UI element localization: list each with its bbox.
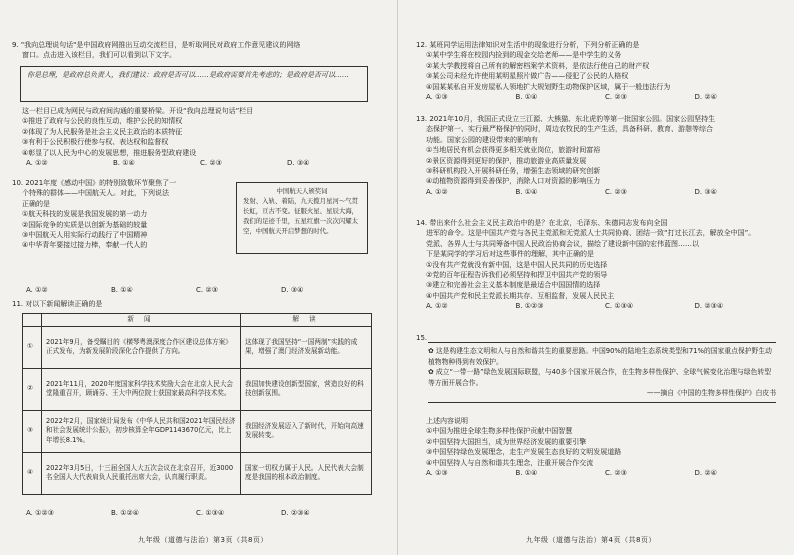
question-10 bbox=[12, 178, 232, 251]
table-row bbox=[23, 368, 372, 410]
q14-options bbox=[426, 301, 784, 311]
q14-line-2: 进军的命令。这是中国共产党与各民主党派和无党派人士共同协商、团结一致“打过长江去，解放全中国”。 bbox=[426, 229, 756, 238]
q11-option-c[interactable]: C. ①③④ bbox=[196, 509, 225, 517]
q13-option-c[interactable]: C. ②③ bbox=[605, 187, 627, 196]
q14-line-4: 下是某同学的学习后对这些事件的理解，其中正确的是 bbox=[426, 250, 594, 259]
table-header-row bbox=[23, 314, 372, 327]
q10-stem-line-1: 10. 2021年度《感动中国》的特别致敬环节聚焦了一 bbox=[12, 179, 177, 187]
row-reading: 这体现了我国坚持“一国两制”实践的成果，增强了澳门经济发展新动能。 bbox=[241, 326, 372, 368]
q9-option-d[interactable]: D. ③④ bbox=[287, 159, 310, 168]
page-3-footer: 九年级（道德与法治）第3页（共8页） bbox=[138, 536, 268, 544]
q10-item-4: ④中华青年要接过接力棒，奉献一代人的 bbox=[22, 241, 148, 250]
q12-item-2: ②某大学教授将自己所有的解密档案学术资料，是依法行使自己的财产权 bbox=[426, 61, 650, 70]
row-number: ③ bbox=[23, 410, 42, 452]
q12-stem: 12. 某班同学运用法律知识对生活中的现象进行分析，下列分析正确的是 bbox=[416, 41, 640, 49]
q10-item-1: ①航天科技的发展是我国发展的第一动力 bbox=[22, 210, 148, 219]
q10-stem-line-3: 正确的是 bbox=[22, 199, 50, 208]
q10-stem-line-2: 个特殊的群体——中国航天人。对此，下列说法 bbox=[22, 189, 169, 198]
q10-option-d[interactable]: D. ③④ bbox=[281, 286, 304, 294]
row-reading: 国家一切权力属于人民。人民代表大会制度是我国的根本政治制度。 bbox=[241, 452, 372, 494]
q11-option-d[interactable]: D. ②③④ bbox=[281, 509, 310, 517]
q15-options bbox=[426, 468, 784, 478]
q9-option-b[interactable]: B. ①④ bbox=[113, 159, 135, 168]
q11-option-b[interactable]: B. ①②④ bbox=[111, 509, 140, 517]
q14-option-b[interactable]: B. ①②③ bbox=[515, 302, 544, 311]
q15-body bbox=[426, 416, 784, 478]
q15-quote-1: ✿ 这是构建生态文明和人与自然和谐共生的重要思路。中国90%的陆地生态系统类型和71%的国家重点保护野生动植物物种得到有效保护。 bbox=[428, 347, 772, 366]
table-row bbox=[23, 452, 372, 494]
q13-line-2: 态保护第一、实行最严格保护的同时，周边农牧民的生产生活，具备科研、教育、游憩等综合 bbox=[426, 125, 713, 134]
row-news: 2021年9月，备受瞩目的《横琴粤澳深度合作区建设总体方案》正式发布，为新发展阶段深化合作提供了方向。 bbox=[42, 326, 241, 368]
q11-news-table bbox=[22, 313, 372, 495]
q9-intro: 这一栏目已成为网民与政府间沟通的重要桥梁。开设“我向总理说句话”栏目 bbox=[22, 107, 254, 115]
q14-item-1: ①没有共产党就没有新中国，这是中国人民共同的历史选择 bbox=[426, 260, 608, 269]
q15-option-d[interactable]: D. ②④ bbox=[694, 469, 717, 478]
q9-stem-line-1: 9. "我向总理说句话"是中国政府网推出互动交流栏目，是听取网民对政府工作意见建议的网络 bbox=[12, 41, 301, 49]
row-reading: 我国加快建设创新型国家，营造良好的科技创新氛围。 bbox=[241, 368, 372, 410]
q13-option-d[interactable]: D. ③④ bbox=[694, 187, 717, 196]
q15-option-a[interactable]: A. ①③ bbox=[426, 469, 448, 478]
q15-item-3: ③中国坚持绿色发展理念，走生产发展生态良好的文明发展道路 bbox=[426, 448, 622, 457]
q13-item-1: ①当地居民有机会获得更多相关就业岗位，旅游时间富裕 bbox=[426, 146, 601, 155]
q9-item-2: ②体现了为人民服务是社会主义民主政治的本质特征 bbox=[22, 127, 183, 136]
table-row bbox=[23, 410, 372, 452]
q15-option-c[interactable]: C. ②③ bbox=[605, 469, 627, 478]
table-row bbox=[23, 326, 372, 368]
q11-option-a[interactable]: A. ①②③ bbox=[26, 509, 54, 517]
row-news: 2021年11月，2020年度国家科学技术奖励大会在北京人民大会堂隆重召开，顾诵芬、王大中两位院士获国家最高科学技术奖。 bbox=[42, 368, 241, 410]
q10-item-2: ②国际竞争的实质是以创新为基础的较量 bbox=[22, 220, 148, 229]
q15-intro: 上述内容说明 bbox=[426, 417, 468, 425]
q9-item-3: ③有利于公民积极行使参与权、表达权和监督权 bbox=[22, 138, 169, 147]
q10-award-title: 中国航天人颁奖词 bbox=[276, 187, 328, 195]
q13-option-b[interactable]: B. ①④ bbox=[515, 187, 538, 196]
q14-item-2: ②党的百年征程告诉我们必须坚持和捍卫中国共产党的领导 bbox=[426, 271, 608, 280]
q12-options bbox=[426, 92, 784, 102]
q15-source: ——摘自《中国的生物多样性保护》白皮书 bbox=[646, 389, 776, 398]
question-12 bbox=[416, 40, 784, 102]
q14-option-d[interactable]: D. ②③④ bbox=[694, 302, 724, 311]
q9-item-1: ①推进了政府与公民的良性互动，维护公民的知情权 bbox=[22, 117, 183, 126]
q15-item-4: ④中国坚持人与自然和谐共生理念，注重开展合作交流 bbox=[426, 458, 594, 467]
q11-stem: 11. 对以下新闻解读正确的是 bbox=[12, 300, 103, 308]
q10-options bbox=[26, 285, 366, 295]
q12-option-d[interactable]: D. ②④ bbox=[694, 93, 717, 102]
q9-option-a[interactable]: A. ①② bbox=[26, 159, 48, 168]
q14-option-a[interactable]: A. ①② bbox=[426, 302, 448, 311]
q13-item-3: ③科研机构投入开展科研任务，增强生态领域的研究创新 bbox=[426, 167, 601, 176]
q15-quote-2: ✿ 成立“一带一路”绿色发展国际联盟，与40多个国家开展合作，在生物多样性保护、全球气候变化治理与绿色转型等方面开展合作。 bbox=[428, 368, 771, 387]
q10-option-c[interactable]: C. ②③ bbox=[196, 286, 218, 294]
q12-item-4: ④国某某私自开发房屋私人领地扩大规划野生动物保护区域，属于一般违法行为 bbox=[426, 82, 671, 91]
q9-body bbox=[22, 106, 374, 168]
q13-option-a[interactable]: A. ①② bbox=[426, 187, 448, 196]
q13-line-1: 13. 2021年10月，我国正式设立三江源、大熊猫、东北虎豹等第一批国家公园。国家公园坚持生 bbox=[416, 115, 716, 123]
q14-item-4: ④中国共产党和民主党派长期共存、互相监督，发展人民民主 bbox=[426, 291, 615, 300]
q11-options bbox=[26, 508, 366, 518]
q15-item-1: ①中国为推进全球生物多样性保护贡献中国智慧 bbox=[426, 427, 573, 436]
row-number: ① bbox=[23, 326, 42, 368]
table-header-news: 新 闻 bbox=[42, 314, 241, 327]
q12-item-3: ③某公司未经允许使用某明星照片做广告——侵犯了公民的人格权 bbox=[426, 72, 629, 81]
q15-option-b[interactable]: B. ①④ bbox=[515, 469, 538, 478]
page-4-footer: 九年级（道德与法治）第4页（共8页） bbox=[526, 536, 656, 544]
q14-option-c[interactable]: C. ①③④ bbox=[605, 302, 634, 311]
question-9 bbox=[12, 40, 374, 61]
q9-quote-box: 你是总理，是政府总负责人，我们建议：政府是否可以……是政府需要首先考虑的；是政府是否可以…… bbox=[20, 66, 368, 102]
q13-item-2: ②景区资源得到更好的保护，推动旅游业高质量发展 bbox=[426, 156, 587, 165]
q10-option-b[interactable]: B. ①④ bbox=[111, 286, 133, 294]
question-13 bbox=[416, 114, 784, 197]
q10-item-3: ③中国航天人用实际行动践行了中国精神 bbox=[22, 231, 148, 240]
q9-stem-line-2: 窗口。点击进入该栏目，我们可以看到以下文字。 bbox=[22, 51, 176, 60]
q9-item-4: ④彰显了以人民为中心的发展思想，推进服务型政府建设 bbox=[22, 148, 197, 157]
row-number: ④ bbox=[23, 452, 42, 494]
q9-option-c[interactable]: C. ②③ bbox=[200, 159, 222, 168]
q14-line-3: 党派、各界人士与共同筹备中国人民政治协商会议，描绘了建设新中国的宏伟蓝图……以 bbox=[426, 239, 699, 248]
q14-item-3: ③建立和完善社会主义基本制度是最适合中国国情的选择 bbox=[426, 281, 601, 290]
question-14 bbox=[416, 218, 784, 312]
row-reading: 我国经济发展迈入了新时代，开始向高速发展转变。 bbox=[241, 410, 372, 452]
q13-item-4: ④动植物资源得到妥善保护，消除人口对资源的影响压力 bbox=[426, 177, 601, 186]
q10-option-a[interactable]: A. ①② bbox=[26, 286, 48, 294]
page-4 bbox=[397, 0, 794, 555]
q9-options bbox=[22, 158, 374, 168]
q10-award-text: 发射、入轨、着陆，九天揽月星河～气贯长虹，亘古不变。征服火星、星辰大海，我们的足迹千里，五星红旗一次次闪耀太空，中国航天开启梦想的时代。 bbox=[243, 197, 359, 235]
q15-item-2: ②中国坚持大国担当，成为世界经济发展的重要引擎 bbox=[426, 437, 587, 446]
question-11 bbox=[12, 299, 374, 309]
row-number: ② bbox=[23, 368, 42, 410]
q12-option-c[interactable]: C. ②③ bbox=[605, 93, 627, 102]
row-news: 2022年2月，国家统计局发布《中华人民共和国2021年国民经济和社会发展统计公报》，初步核算全年GDP1143670亿元，比上年增长8.1%。 bbox=[42, 410, 241, 452]
q12-option-b[interactable]: B. ①④ bbox=[515, 93, 538, 102]
q15-number: 15. bbox=[416, 334, 428, 342]
q13-options bbox=[426, 187, 784, 197]
q12-item-1: ①某中学生将在校园内捡到的现金交给老师——是中学生的义务 bbox=[426, 51, 622, 60]
row-news: 2022年3月5日，十三届全国人大五次会议在北京召开，近3000名全国人大代表肩负人民重托出席大会，认真履行职责。 bbox=[42, 452, 241, 494]
q14-line-1: 14. 带出来什么社会主义民主政治中的是？在北京，毛泽东、朱德同志发布向全国 bbox=[416, 219, 668, 227]
table-header-reading: 解 读 bbox=[241, 314, 372, 327]
q10-award-box bbox=[236, 182, 368, 254]
table-header-blank bbox=[23, 314, 42, 327]
q15-quote-block bbox=[428, 342, 776, 403]
q12-option-a[interactable]: A. ①③ bbox=[426, 93, 448, 102]
q13-line-3: 功能。国家公园的建设带来的影响有 bbox=[426, 135, 538, 144]
